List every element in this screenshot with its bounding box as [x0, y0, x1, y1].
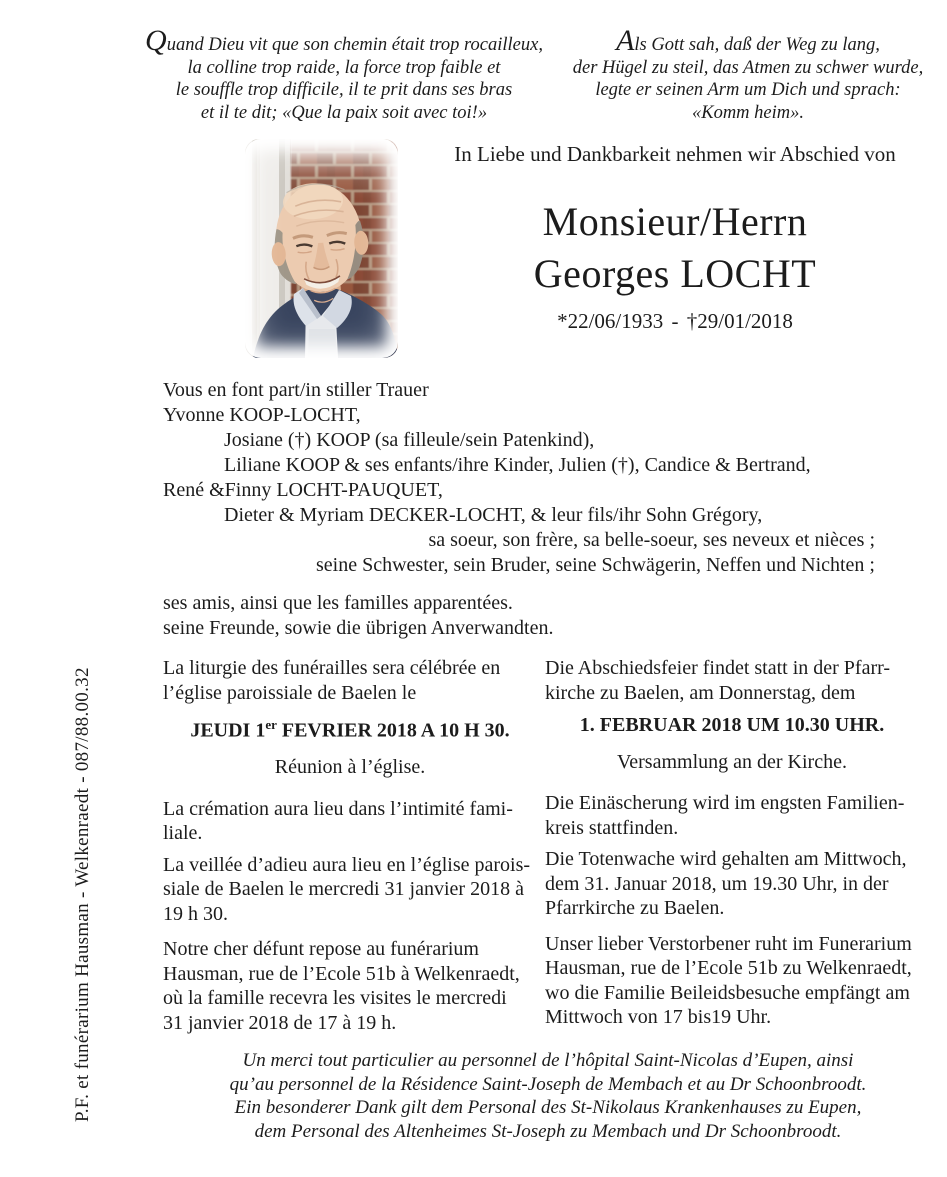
family-line-relatives-de: seine Schwester, sein Bruder, seine Schwägerin, Neffen und Nichten ;: [316, 554, 875, 576]
intro-line: In Liebe und Dankbarkeit nehmen wir Abschied von: [454, 142, 896, 166]
cremation-paragraph-french: La crémation aura lieu dans l’intimité fami- liale.: [163, 797, 513, 845]
deceased-name: Georges LOCHT: [533, 251, 817, 296]
thanks-line: qu’au personnel de la Résidence Saint-Joseph de Membach et au Dr Schoonbroodt.: [229, 1073, 867, 1095]
family-line-friends-de: seine Freunde, sowie die übrigen Anverwandten.: [163, 617, 554, 639]
liturgy-paragraph-german: Die Abschiedsfeier findet statt in der Pfarr- kirche zu Baelen, am Donnerstag, dem: [545, 657, 891, 704]
poem-german-line-2: der Hügel zu steil, das Atmen zu schwer wurde,: [572, 57, 924, 78]
family-line: Josiane (†) KOOP (sa filleule/sein Patenkind),: [224, 429, 595, 451]
poem-german-initial: A: [616, 24, 635, 57]
service-info-french: [163, 656, 537, 1035]
poem-french: [138, 24, 550, 124]
funeral-home-paragraph-german: Unser lieber Verstorbener ruht im Funerarium Hausman, rue de l’Ecole 51b zu Welkenraedt, wo die Familie Beileidsbesuche empfängt am Mittwoch von 17 bis19 Uhr.: [545, 932, 912, 1028]
poem-german: [556, 24, 940, 124]
deceased-title: Monsieur/Herrn: [542, 199, 808, 244]
portrait-photo: [245, 139, 398, 358]
family-lead: Vous en font part/in stiller Trauer: [163, 379, 429, 401]
thanks-paragraph: [148, 1049, 947, 1143]
poem-french-line-2: la colline trop raide, la force trop faible et: [187, 57, 501, 78]
cremation-paragraph-german: Die Einäscherung wird im engsten Familien- kreis stattfinden.: [545, 792, 905, 839]
family-line-friends-fr: ses amis, ainsi que les familles apparentées.: [163, 592, 513, 614]
meeting-line-german: Versammlung an der Kirche.: [617, 750, 847, 773]
poem-german-line-4: «Komm heim».: [691, 102, 805, 123]
vigil-paragraph-german: Die Totenwache wird gehalten am Mittwoch, dem 31. Januar 2018, um 19.30 Uhr, in der Pfarrkirche zu Baelen.: [545, 848, 907, 919]
family-line-relatives-fr: sa soeur, son frère, sa belle-soeur, ses neveux et nièces ;: [428, 529, 875, 551]
poem-french-line-3: le souffle trop difficile, il te prit dans ses bras: [175, 80, 513, 100]
side-publisher-text: P.F. et funérarium Hausman - Welkenraedt - 087/88.00.32: [72, 667, 93, 1122]
deceased-block: [438, 196, 912, 334]
meeting-line-french: Réunion à l’église.: [274, 756, 426, 779]
family-announcement: [163, 378, 875, 641]
liturgy-paragraph: La liturgie des funérailles sera célébrée en l’église paroissiale de Baelen le: [163, 657, 501, 704]
funeral-date-german: 1. FEBRUAR 2018 UM 10.30 UHR.: [579, 714, 885, 736]
poem-french-initial: Q: [145, 24, 167, 57]
photo-vignette: [245, 139, 398, 358]
poem-french-line-1: Quand Dieu vit que son chemin était trop rocailleux,: [145, 24, 543, 57]
thanks-line: Un merci tout particulier au personnel de l’hôpital Saint-Nicolas d’Eupen, ainsi: [242, 1050, 854, 1071]
funeral-date-french: JEUDI 1er FEVRIER 2018 A 10 H 30.: [190, 717, 510, 742]
funeral-home-paragraph-french: Notre cher défunt repose au funérarium Hausman, rue de l’Ecole 51b à Welkenraedt, où la famille recevra les visites le mercredi 31 janvier 2018 de 17 à 19 h.: [163, 938, 520, 1034]
service-info-german: [545, 656, 919, 1030]
family-line: Liliane KOOP & ses enfants/ihre Kinder, Julien (†), Candice & Bertrand,: [224, 454, 811, 476]
family-line: Dieter & Myriam DECKER-LOCHT, & leur fils/ihr Sohn Grégory,: [224, 504, 763, 526]
thanks-line: dem Personal des Altenheimes St-Joseph zu Membach und Dr Schoonbroodt.: [254, 1120, 842, 1142]
vigil-paragraph-french: La veillée d’adieu aura lieu en l’église parois- siale de Baelen le mercredi 31 janvier 2018 à 19 h 30.: [163, 853, 531, 925]
deceased-dates: *22/06/1933 - †29/01/2018: [557, 309, 793, 333]
thanks-line: Ein besonderer Dank gilt dem Personal des St-Nikolaus Krankenhauses zu Eupen,: [234, 1097, 862, 1118]
family-line: René &Finny LOCHT-PAUQUET,: [163, 479, 443, 501]
family-line: Yvonne KOOP-LOCHT,: [163, 404, 361, 426]
poem-french-line-4: et il te dit; «Que la paix soit avec toi!»: [200, 102, 488, 123]
poem-german-line-1: Als Gott sah, daß der Weg zu lang,: [616, 24, 880, 57]
poem-german-line-3: legte er seinen Arm um Dich und sprach:: [595, 80, 901, 100]
